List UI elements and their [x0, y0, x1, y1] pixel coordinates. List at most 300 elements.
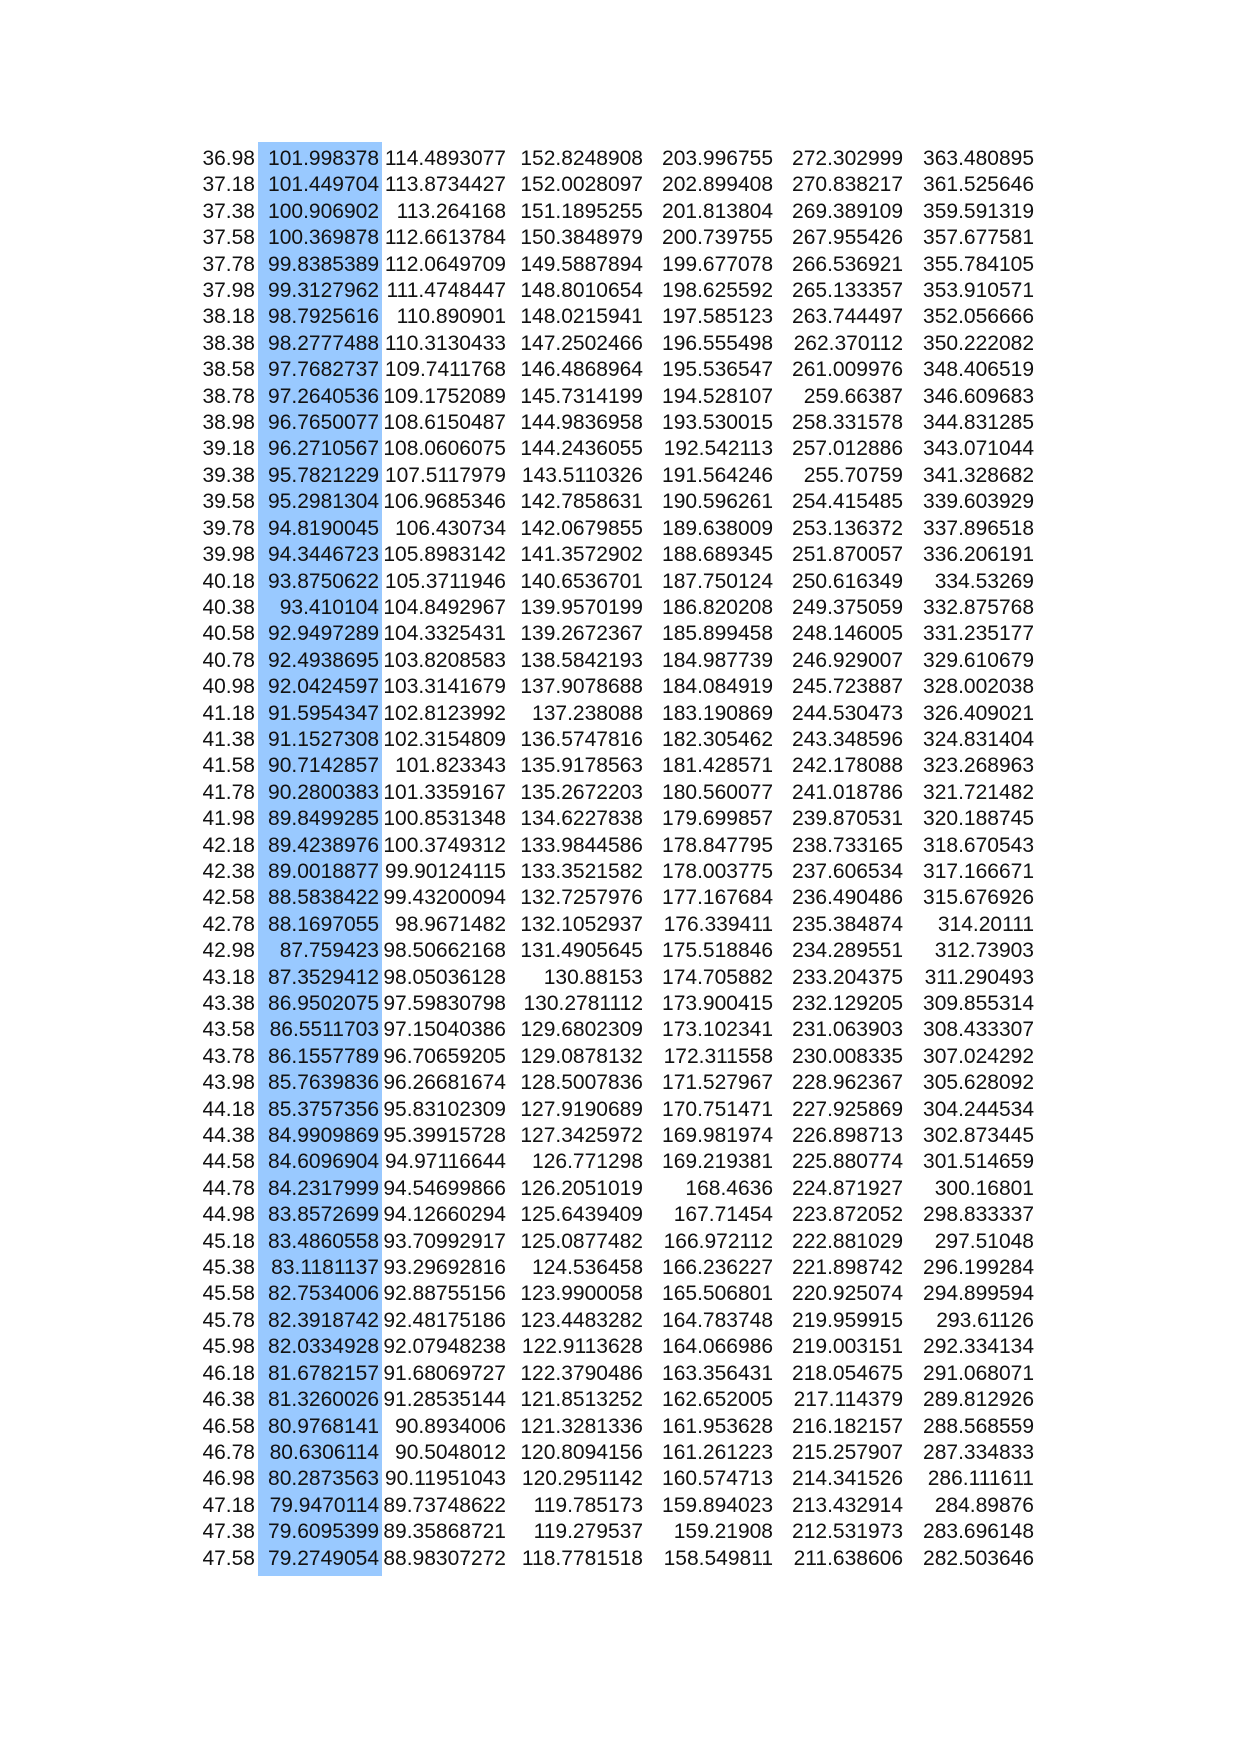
cell[interactable]: 44.18	[202, 1097, 255, 1121]
cell-selected[interactable]: 90.2800383	[258, 780, 382, 806]
cell[interactable]: 184.084919	[662, 675, 773, 699]
cell[interactable]: 237.606534	[792, 859, 903, 883]
cell[interactable]: 103.3141679	[383, 675, 506, 699]
cell[interactable]: 114.4893077	[384, 147, 506, 170]
cell[interactable]: 227.925869	[792, 1097, 903, 1121]
cell[interactable]: 41.98	[202, 807, 255, 831]
cell[interactable]: 130.88153	[543, 965, 643, 989]
cell[interactable]: 45.78	[202, 1308, 255, 1332]
cell[interactable]: 38.98	[202, 411, 255, 435]
cell[interactable]: 215.257907	[792, 1440, 903, 1464]
cell[interactable]: 219.959915	[792, 1308, 903, 1332]
cell[interactable]: 109.7411768	[384, 358, 506, 382]
cell[interactable]: 191.564246	[662, 463, 773, 487]
cell[interactable]: 97.59830798	[383, 992, 506, 1015]
cell-selected[interactable]: 100.906902	[258, 199, 382, 225]
cell[interactable]: 38.18	[202, 305, 255, 329]
cell-selected[interactable]: 85.7639836	[258, 1070, 382, 1096]
cell[interactable]: 139.2672367	[520, 622, 643, 646]
cell[interactable]: 113.8734427	[384, 173, 506, 197]
cell[interactable]: 169.981974	[662, 1124, 773, 1148]
cell[interactable]: 181.428571	[662, 754, 773, 778]
cell[interactable]: 45.58	[202, 1282, 255, 1306]
cell[interactable]: 239.870531	[792, 807, 903, 831]
cell[interactable]: 259.66387	[803, 384, 903, 408]
cell[interactable]: 47.38	[202, 1520, 255, 1544]
cell[interactable]: 37.58	[202, 226, 255, 250]
cell[interactable]: 42.18	[202, 833, 255, 857]
cell[interactable]: 47.18	[202, 1493, 255, 1517]
cell[interactable]: 131.4905645	[520, 939, 643, 963]
cell[interactable]: 250.616349	[792, 569, 903, 593]
cell[interactable]: 127.9190689	[520, 1097, 643, 1121]
cell[interactable]: 40.98	[202, 675, 255, 699]
cell-selected[interactable]: 93.8750622	[258, 569, 382, 595]
cell[interactable]: 43.18	[202, 965, 255, 989]
cell-selected[interactable]: 94.8190045	[258, 516, 382, 542]
cell[interactable]: 46.38	[202, 1388, 255, 1412]
cell[interactable]: 245.723887	[792, 675, 903, 699]
cell-selected[interactable]: 88.5838422	[258, 885, 382, 911]
cell[interactable]: 111.4748447	[386, 279, 506, 303]
cell-selected[interactable]: 94.3446723	[258, 542, 382, 568]
cell[interactable]: 232.129205	[792, 992, 903, 1015]
cell[interactable]: 38.58	[202, 358, 255, 382]
cell[interactable]: 121.3281336	[520, 1414, 643, 1438]
cell-selected[interactable]: 87.759423	[258, 938, 382, 964]
cell[interactable]: 203.996755	[662, 147, 773, 170]
cell[interactable]: 135.9178563	[520, 754, 643, 778]
cell[interactable]: 112.0649709	[384, 252, 506, 276]
cell[interactable]: 363.480895	[923, 147, 1034, 170]
cell[interactable]: 141.3572902	[520, 543, 643, 567]
cell[interactable]: 216.182157	[792, 1414, 903, 1438]
cell[interactable]: 341.328682	[923, 463, 1034, 487]
cell[interactable]: 161.261223	[662, 1440, 773, 1464]
cell-selected[interactable]: 80.9768141	[258, 1414, 382, 1440]
cell-selected[interactable]: 92.9497289	[258, 621, 382, 647]
cell[interactable]: 251.870057	[792, 543, 903, 567]
cell[interactable]: 248.146005	[792, 622, 903, 646]
cell[interactable]: 178.847795	[662, 833, 773, 857]
cell[interactable]: 144.2436055	[520, 437, 643, 461]
cell[interactable]: 161.953628	[662, 1414, 773, 1438]
cell-selected[interactable]: 79.6095399	[258, 1519, 382, 1545]
cell[interactable]: 89.35868721	[383, 1520, 506, 1544]
cell-selected[interactable]: 93.410104	[258, 595, 382, 621]
cell-selected[interactable]: 86.9502075	[258, 991, 382, 1017]
cell-selected[interactable]: 96.7650077	[258, 410, 382, 436]
cell[interactable]: 222.881029	[792, 1229, 903, 1253]
cell[interactable]: 183.190869	[662, 701, 773, 725]
cell[interactable]: 148.8010654	[520, 279, 643, 303]
cell[interactable]: 37.38	[202, 199, 255, 223]
cell[interactable]: 328.002038	[923, 675, 1034, 699]
cell[interactable]: 38.78	[202, 384, 255, 408]
cell[interactable]: 298.833337	[923, 1203, 1034, 1227]
cell[interactable]: 241.018786	[792, 780, 903, 804]
cell[interactable]: 101.3359167	[383, 780, 506, 804]
cell[interactable]: 309.855314	[923, 992, 1034, 1015]
cell[interactable]: 92.88755156	[383, 1282, 506, 1306]
cell-selected[interactable]: 82.7534006	[258, 1281, 382, 1307]
cell[interactable]: 93.70992917	[383, 1229, 506, 1253]
cell[interactable]: 170.751471	[662, 1097, 773, 1121]
cell[interactable]: 284.89876	[934, 1493, 1034, 1517]
cell[interactable]: 108.0606075	[383, 437, 506, 461]
cell[interactable]: 283.696148	[923, 1520, 1034, 1544]
cell[interactable]: 101.823343	[395, 754, 506, 778]
cell[interactable]: 343.071044	[923, 437, 1034, 461]
cell[interactable]: 40.18	[202, 569, 255, 593]
cell[interactable]: 94.54699866	[383, 1176, 506, 1200]
cell[interactable]: 44.38	[202, 1124, 255, 1148]
cell[interactable]: 122.9113628	[521, 1335, 643, 1359]
cell[interactable]: 140.6536701	[520, 569, 643, 593]
cell[interactable]: 43.78	[202, 1044, 255, 1068]
cell[interactable]: 282.503646	[923, 1546, 1034, 1570]
cell[interactable]: 159.21908	[673, 1520, 773, 1544]
cell[interactable]: 244.530473	[792, 701, 903, 725]
cell[interactable]: 126.771298	[532, 1150, 643, 1174]
cell[interactable]: 40.78	[202, 648, 255, 672]
cell[interactable]: 121.8513252	[520, 1388, 643, 1412]
cell[interactable]: 195.536547	[662, 358, 773, 382]
cell[interactable]: 127.3425972	[520, 1124, 643, 1148]
cell[interactable]: 130.2781112	[523, 992, 643, 1015]
cell[interactable]: 300.16801	[934, 1176, 1034, 1200]
cell[interactable]: 164.783748	[662, 1308, 773, 1332]
cell[interactable]: 147.2502466	[520, 331, 643, 355]
cell[interactable]: 47.58	[202, 1546, 255, 1570]
cell[interactable]: 159.894023	[662, 1493, 773, 1517]
cell[interactable]: 129.0878132	[520, 1044, 643, 1068]
cell[interactable]: 214.341526	[792, 1467, 903, 1491]
cell[interactable]: 307.024292	[923, 1044, 1034, 1068]
cell[interactable]: 124.536458	[532, 1256, 643, 1280]
cell[interactable]: 231.063903	[792, 1018, 903, 1042]
cell[interactable]: 96.70659205	[383, 1044, 506, 1068]
cell-selected[interactable]: 99.3127962	[258, 278, 382, 304]
cell[interactable]: 226.898713	[792, 1124, 903, 1148]
cell[interactable]: 150.3848979	[520, 226, 643, 250]
cell[interactable]: 138.5842193	[520, 648, 643, 672]
cell[interactable]: 289.812926	[923, 1388, 1034, 1412]
cell[interactable]: 180.560077	[662, 780, 773, 804]
cell[interactable]: 292.334134	[923, 1335, 1034, 1359]
cell[interactable]: 96.26681674	[383, 1071, 506, 1095]
cell[interactable]: 91.68069727	[383, 1361, 506, 1385]
cell[interactable]: 144.9836958	[520, 411, 643, 435]
cell[interactable]: 39.38	[202, 463, 255, 487]
cell[interactable]: 219.003151	[792, 1335, 903, 1359]
cell[interactable]: 43.38	[202, 992, 255, 1015]
cell[interactable]: 287.334833	[923, 1440, 1034, 1464]
cell[interactable]: 46.58	[202, 1414, 255, 1438]
cell[interactable]: 188.689345	[662, 543, 773, 567]
cell[interactable]: 95.39915728	[383, 1124, 506, 1148]
cell-selected[interactable]: 83.8572699	[258, 1202, 382, 1228]
cell[interactable]: 41.78	[202, 780, 255, 804]
cell[interactable]: 95.83102309	[383, 1097, 506, 1121]
cell[interactable]: 98.9671482	[395, 912, 506, 936]
cell[interactable]: 142.0679855	[520, 516, 643, 540]
cell[interactable]: 355.784105	[923, 252, 1034, 276]
cell[interactable]: 163.356431	[662, 1361, 773, 1385]
cell[interactable]: 133.9844586	[520, 833, 643, 857]
cell[interactable]: 346.609683	[923, 384, 1034, 408]
cell[interactable]: 185.899458	[662, 622, 773, 646]
cell[interactable]: 196.555498	[662, 331, 773, 355]
cell[interactable]: 119.785173	[533, 1493, 643, 1517]
cell[interactable]: 294.899594	[923, 1282, 1034, 1306]
cell[interactable]: 110.890901	[396, 305, 506, 329]
cell[interactable]: 253.136372	[792, 516, 903, 540]
cell-selected[interactable]: 80.6306114	[258, 1440, 382, 1466]
cell[interactable]: 198.625592	[662, 279, 773, 303]
cell-selected[interactable]: 100.369878	[258, 225, 382, 251]
cell[interactable]: 118.7781518	[521, 1546, 643, 1570]
cell[interactable]: 112.6613784	[384, 226, 506, 250]
cell[interactable]: 318.670543	[923, 833, 1034, 857]
cell[interactable]: 212.531973	[792, 1520, 903, 1544]
cell[interactable]: 146.4868964	[520, 358, 643, 382]
cell-selected[interactable]: 97.2640536	[258, 384, 382, 410]
cell[interactable]: 267.955426	[792, 226, 903, 250]
cell[interactable]: 166.236227	[662, 1256, 773, 1280]
cell[interactable]: 39.58	[202, 490, 255, 514]
cell[interactable]: 102.3154809	[383, 727, 506, 751]
cell-selected[interactable]: 89.8499285	[258, 806, 382, 832]
cell[interactable]: 262.370112	[793, 331, 903, 355]
cell[interactable]: 302.873445	[923, 1124, 1034, 1148]
cell[interactable]: 93.29692816	[383, 1256, 506, 1280]
cell[interactable]: 104.8492967	[383, 595, 506, 619]
cell[interactable]: 164.066986	[662, 1335, 773, 1359]
cell[interactable]: 255.70759	[803, 463, 903, 487]
cell[interactable]: 324.831404	[923, 727, 1034, 751]
cell[interactable]: 201.813804	[662, 199, 773, 223]
cell[interactable]: 317.166671	[923, 859, 1034, 883]
cell[interactable]: 189.638009	[662, 516, 773, 540]
cell-selected[interactable]: 85.3757356	[258, 1097, 382, 1123]
cell[interactable]: 39.98	[202, 543, 255, 567]
cell[interactable]: 92.07948238	[383, 1335, 506, 1359]
cell[interactable]: 192.542113	[663, 437, 773, 461]
cell[interactable]: 123.4483282	[520, 1308, 643, 1332]
cell[interactable]: 46.78	[202, 1440, 255, 1464]
cell[interactable]: 173.102341	[662, 1018, 773, 1042]
cell[interactable]: 148.0215941	[520, 305, 643, 329]
cell[interactable]: 43.58	[202, 1018, 255, 1042]
cell[interactable]: 202.899408	[662, 173, 773, 197]
cell[interactable]: 305.628092	[923, 1071, 1034, 1095]
cell[interactable]: 270.838217	[792, 173, 903, 197]
cell[interactable]: 344.831285	[923, 411, 1034, 435]
cell[interactable]: 113.264168	[396, 199, 506, 223]
cell[interactable]: 182.305462	[662, 727, 773, 751]
cell[interactable]: 108.6150487	[383, 411, 506, 435]
cell[interactable]: 99.43200094	[383, 886, 506, 910]
cell[interactable]: 197.585123	[662, 305, 773, 329]
cell[interactable]: 44.98	[202, 1203, 255, 1227]
cell[interactable]: 357.677581	[923, 226, 1034, 250]
cell[interactable]: 286.111611	[927, 1467, 1034, 1491]
cell[interactable]: 311.290493	[924, 965, 1034, 989]
cell[interactable]: 258.331578	[792, 411, 903, 435]
cell[interactable]: 272.302999	[792, 147, 903, 170]
cell[interactable]: 120.8094156	[520, 1440, 643, 1464]
cell[interactable]: 105.8983142	[383, 543, 506, 567]
cell[interactable]: 109.1752089	[383, 384, 506, 408]
cell[interactable]: 143.5110326	[521, 463, 643, 487]
cell[interactable]: 104.3325431	[383, 622, 506, 646]
cell[interactable]: 246.929007	[792, 648, 903, 672]
cell[interactable]: 122.3790486	[520, 1361, 643, 1385]
cell[interactable]: 308.433307	[923, 1018, 1034, 1042]
cell[interactable]: 334.53269	[934, 569, 1034, 593]
cell[interactable]: 166.972112	[663, 1229, 773, 1253]
cell[interactable]: 291.068071	[923, 1361, 1034, 1385]
cell-selected[interactable]: 101.998378	[258, 146, 382, 172]
cell-selected[interactable]: 84.9909869	[258, 1123, 382, 1149]
cell[interactable]: 177.167684	[662, 886, 773, 910]
cell[interactable]: 125.6439409	[520, 1203, 643, 1227]
cell[interactable]: 225.880774	[792, 1150, 903, 1174]
cell[interactable]: 100.8531348	[383, 807, 506, 831]
cell[interactable]: 348.406519	[923, 358, 1034, 382]
cell[interactable]: 169.219381	[662, 1150, 773, 1174]
cell[interactable]: 331.235177	[923, 622, 1034, 646]
cell-selected[interactable]: 98.2777488	[258, 331, 382, 357]
cell[interactable]: 107.5117979	[384, 463, 506, 487]
cell-selected[interactable]: 97.7682737	[258, 357, 382, 383]
cell[interactable]: 199.677078	[662, 252, 773, 276]
cell[interactable]: 234.289551	[792, 939, 903, 963]
cell[interactable]: 339.603929	[923, 490, 1034, 514]
cell[interactable]: 361.525646	[923, 173, 1034, 197]
cell[interactable]: 263.744497	[792, 305, 903, 329]
cell[interactable]: 42.78	[202, 912, 255, 936]
cell[interactable]: 175.518846	[662, 939, 773, 963]
cell[interactable]: 243.348596	[792, 727, 903, 751]
cell-selected[interactable]: 86.5511703	[258, 1017, 382, 1043]
cell[interactable]: 168.4636	[685, 1176, 773, 1200]
cell[interactable]: 135.2672203	[520, 780, 643, 804]
cell[interactable]: 186.820208	[662, 595, 773, 619]
cell[interactable]: 297.51048	[934, 1229, 1034, 1253]
cell[interactable]: 323.268963	[923, 754, 1034, 778]
cell[interactable]: 98.50662168	[383, 939, 506, 963]
cell[interactable]: 137.238088	[532, 701, 643, 725]
cell[interactable]: 350.222082	[923, 331, 1034, 355]
cell[interactable]: 326.409021	[923, 701, 1034, 725]
cell[interactable]: 100.3749312	[383, 833, 506, 857]
cell[interactable]: 41.18	[202, 701, 255, 725]
cell-selected[interactable]: 79.9470114	[258, 1493, 382, 1519]
cell[interactable]: 151.1895255	[520, 199, 643, 223]
cell-selected[interactable]: 84.6096904	[258, 1149, 382, 1175]
cell[interactable]: 90.11951043	[384, 1467, 506, 1491]
cell-selected[interactable]: 84.2317999	[258, 1176, 382, 1202]
cell-selected[interactable]: 83.4860558	[258, 1229, 382, 1255]
cell[interactable]: 162.652005	[662, 1388, 773, 1412]
cell[interactable]: 193.530015	[662, 411, 773, 435]
cell[interactable]: 242.178088	[792, 754, 903, 778]
cell-selected[interactable]: 101.449704	[258, 172, 382, 198]
cell-selected[interactable]: 79.2749054	[258, 1546, 382, 1572]
cell[interactable]: 152.0028097	[520, 173, 643, 197]
cell[interactable]: 160.574713	[662, 1467, 773, 1491]
cell[interactable]: 265.133357	[792, 279, 903, 303]
cell[interactable]: 176.339411	[663, 912, 773, 936]
cell[interactable]: 336.206191	[923, 543, 1034, 567]
cell-selected[interactable]: 81.3260026	[258, 1387, 382, 1413]
cell[interactable]: 40.58	[202, 622, 255, 646]
cell[interactable]: 39.78	[202, 516, 255, 540]
cell-selected[interactable]: 98.7925616	[258, 304, 382, 330]
cell[interactable]: 249.375059	[792, 595, 903, 619]
cell-selected[interactable]: 99.8385389	[258, 252, 382, 278]
cell[interactable]: 359.591319	[923, 199, 1034, 223]
cell[interactable]: 296.199284	[923, 1256, 1034, 1280]
cell[interactable]: 132.1052937	[520, 912, 643, 936]
cell[interactable]: 42.98	[202, 939, 255, 963]
cell[interactable]: 106.430734	[395, 516, 506, 540]
cell[interactable]: 261.009976	[792, 358, 903, 382]
cell[interactable]: 37.78	[202, 252, 255, 276]
cell[interactable]: 217.114379	[793, 1388, 903, 1412]
cell[interactable]: 174.705882	[662, 965, 773, 989]
cell[interactable]: 293.61126	[936, 1308, 1034, 1332]
cell[interactable]: 312.73903	[934, 939, 1034, 963]
cell[interactable]: 42.58	[202, 886, 255, 910]
cell[interactable]: 103.8208583	[383, 648, 506, 672]
cell[interactable]: 218.054675	[792, 1361, 903, 1385]
cell[interactable]: 94.97116644	[384, 1150, 506, 1174]
cell[interactable]: 269.389109	[792, 199, 903, 223]
cell[interactable]: 92.48175186	[383, 1308, 506, 1332]
cell-selected[interactable]: 91.5954347	[258, 701, 382, 727]
cell[interactable]: 91.28535144	[383, 1388, 506, 1412]
cell[interactable]: 200.739755	[662, 226, 773, 250]
cell[interactable]: 220.925074	[792, 1282, 903, 1306]
cell-selected[interactable]: 89.0018877	[258, 859, 382, 885]
cell[interactable]: 45.38	[202, 1256, 255, 1280]
cell[interactable]: 136.5747816	[520, 727, 643, 751]
cell[interactable]: 329.610679	[923, 648, 1034, 672]
cell[interactable]: 123.9900058	[520, 1282, 643, 1306]
cell[interactable]: 223.872052	[792, 1203, 903, 1227]
cell[interactable]: 167.71454	[673, 1203, 773, 1227]
cell[interactable]: 236.490486	[792, 886, 903, 910]
cell[interactable]: 37.18	[202, 173, 255, 197]
cell[interactable]: 228.962367	[792, 1071, 903, 1095]
cell[interactable]: 179.699857	[662, 807, 773, 831]
cell[interactable]: 266.536921	[792, 252, 903, 276]
cell[interactable]: 44.58	[202, 1150, 255, 1174]
cell[interactable]: 126.2051019	[520, 1176, 643, 1200]
cell[interactable]: 97.15040386	[383, 1018, 506, 1042]
cell[interactable]: 178.003775	[662, 859, 773, 883]
cell[interactable]: 133.3521582	[520, 859, 643, 883]
cell[interactable]: 139.9570199	[520, 595, 643, 619]
cell[interactable]: 315.676926	[923, 886, 1034, 910]
cell[interactable]: 98.05036128	[383, 965, 506, 989]
cell[interactable]: 37.98	[202, 279, 255, 303]
cell[interactable]: 184.987739	[662, 648, 773, 672]
cell-selected[interactable]: 92.0424597	[258, 674, 382, 700]
